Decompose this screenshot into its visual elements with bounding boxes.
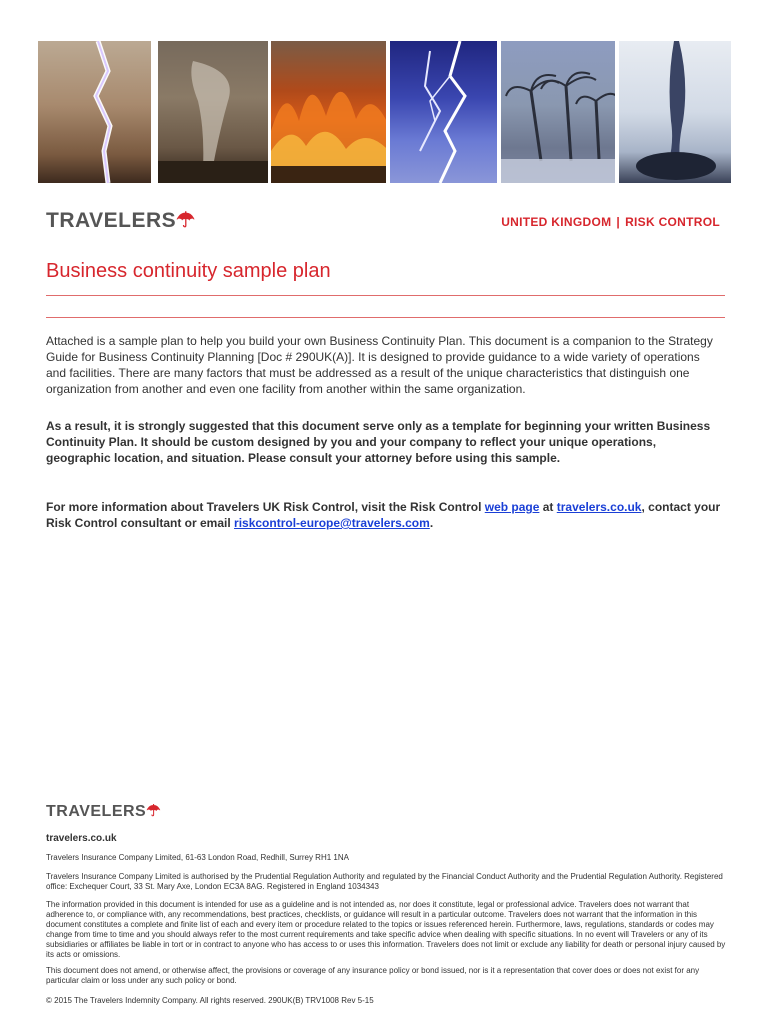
email-link[interactable]: riskcontrol-europe@travelers.com (234, 516, 430, 530)
web-page-link[interactable]: web page (484, 500, 540, 514)
footer-address: Travelers Insurance Company Limited, 61-63 London Road, Redhill, Surrey RH1 1NA (46, 853, 349, 862)
travelers-logo (46, 208, 195, 233)
advice-paragraph: As a result, it is strongly suggested that this document serve only as a template for beginning your written Business Continuity Plan. It should be custom designed by you and your company to reflect your unique operations, geographic location, and situation. Please consult your attorney before using this sample. (46, 419, 711, 465)
more-info-contact-text: contact your Risk Control consultant or email (46, 500, 721, 530)
footer-authorisation: Travelers Insurance Company Limited is authorised by the Prudential Regulation Authority and regulated by the Financial Conduct Authority and the Prudential Regulation Authority. Registered office: Exchequer Court, 33 St. Mary Axe, London EC3A 8AG. Registered in England 1034343 (46, 872, 723, 891)
tornado-photo (158, 41, 269, 183)
lightning-storm-photo (390, 41, 497, 183)
region-department-tag (501, 215, 720, 229)
more-info-prefix: For more information about Travelers UK Risk Control, visit the Risk Control (46, 500, 485, 514)
footer-travelers-logo (46, 801, 161, 821)
footer-umbrella-icon: ☂ (146, 803, 162, 820)
more-info-comma: , (641, 500, 645, 514)
banner-photo-strip (38, 41, 731, 183)
lightning-strike-photo (38, 41, 151, 183)
title-divider-top (46, 295, 725, 296)
footer-copyright: © 2015 The Travelers Indemnity Company. All rights reserved. 290UK(B) TRV1008 Rev 5-15 (46, 996, 374, 1005)
footer-url: travelers.co.uk (46, 833, 117, 844)
hurricane-palms-photo (501, 41, 616, 183)
more-info-suffix: . (429, 516, 434, 530)
footer-coverage-note: This document does not amend, or otherwise affect, the provisions or coverage of any insurance policy or bond issued, nor is it a representation that cover does or does not exist for any particular claim or loss under any such policy or bond. (46, 966, 700, 985)
region-label: UNITED KINGDOM (501, 215, 612, 229)
separator: | (616, 215, 621, 229)
department-label: RISK CONTROL (625, 215, 720, 229)
logo-wordmark: TRAVELERS (46, 209, 177, 232)
umbrella-icon: ☂ (176, 209, 196, 232)
travelers-site-link[interactable]: travelers.co.uk (556, 500, 642, 514)
footer-disclaimer: The information provided in this document is intended for use as a guideline and is not intended as, nor does it constitute, legal or professional advice. Travelers does not warrant that adherence to, or compliance with, any recommendations, best practices, checklists, or guidance will result in a particular outcome. Travelers does not warrant that the information in this document constitutes a complete and finite list of each and every item or procedure related to the topics or issues referenced herein. Furthermore, laws, regulations, standards or codes may change from time to time and you should always refer to the most current requirements and take specific advice when dealing with specific situations. In no event will Travelers or any of its subsidiaries or affiliates be liable in tort or in contract to anyone who has access to or uses this information. Travelers does not limit or exclude any liability for death or personal injury caused by its acts or omissions. (46, 900, 726, 959)
footer-logo-wordmark: TRAVELERS (46, 803, 147, 820)
more-info-paragraph (46, 499, 722, 531)
document-title: Business continuity sample plan (46, 260, 331, 282)
more-info-middle: at (539, 500, 557, 514)
intro-paragraph: Attached is a sample plan to help you build your own Business Continuity Plan. This document is a companion to the Strategy Guide for Business Continuity Planning [Doc # 290UK(A)]. It is designed to provide guidance to a wide variety of operations and facilities. There are many factors that must be addressed as a result of the unique characteristics that distinguish one organization from another and even one facility from another within the same organization. (46, 334, 713, 396)
wildfire-photo (271, 41, 386, 183)
dark-tornado-photo (619, 41, 731, 183)
title-divider-bottom (46, 317, 725, 318)
